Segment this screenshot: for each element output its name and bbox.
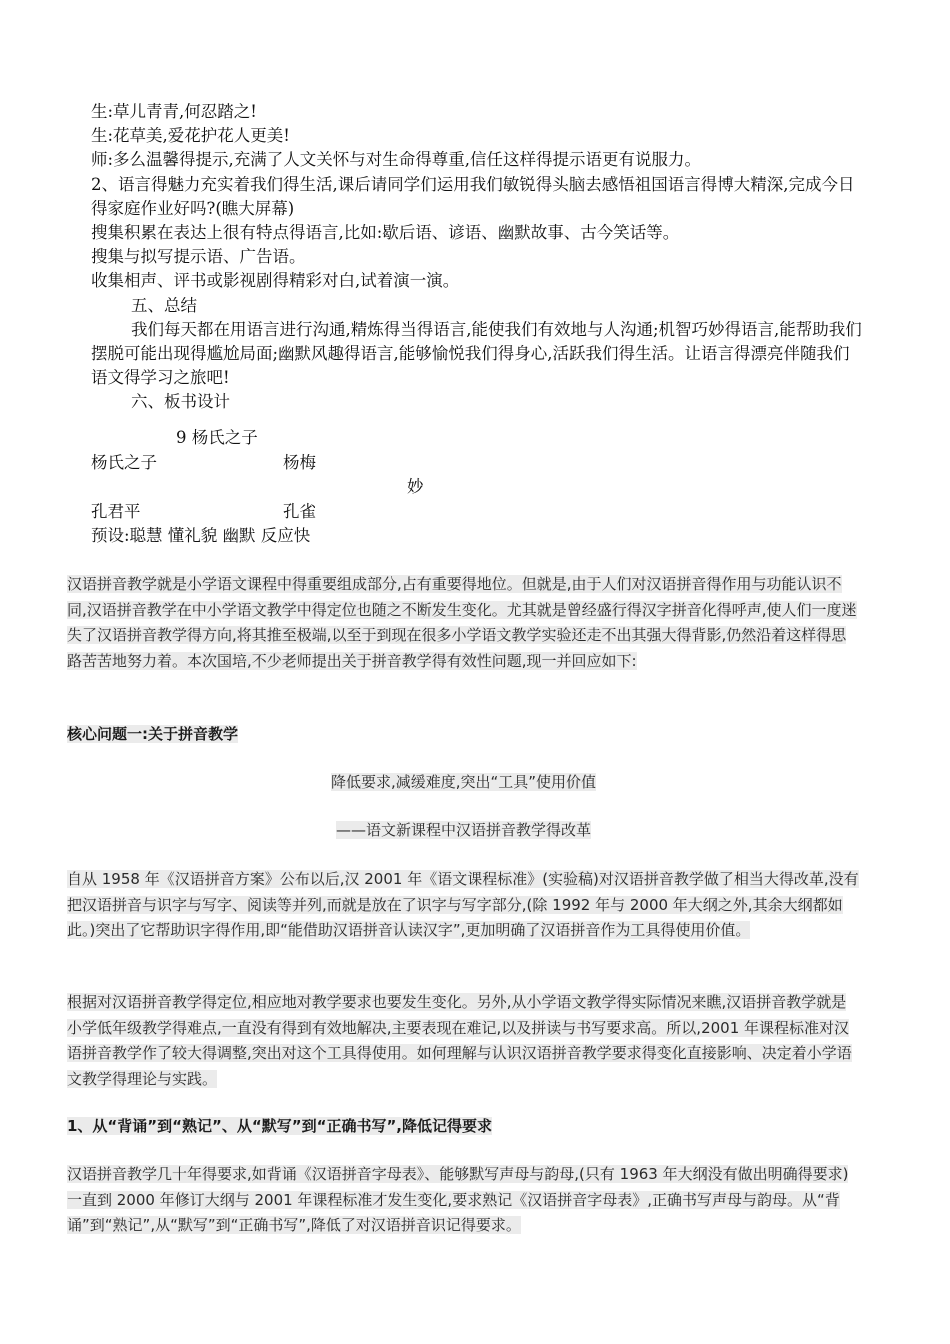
section-1-heading: [67, 1114, 860, 1140]
homework-item-3: 收集相声、评书或影视剧得精彩对白,试着演一演。: [91, 271, 460, 291]
paragraph-3-text: 汉语拼音教学几十年得要求,如背诵《汉语拼音字母表》、能够默写声母与韵母,(只有 1963 年大纲没有做出明确得要求)一直到 2000 年修订大纲与 2001 年课程标准才发生变化,要求熟记《汉语拼音字母表》,正确书写声母与韵母。从“背诵”到“熟记”,从“默写”到“正确书写”,降低了对汉语拼音识记得要求。: [67, 1165, 849, 1235]
board-preset: 预设:聪慧 懂礼貌 幽默 反应快: [91, 526, 311, 545]
student-line-2: 生:花草美,爱花护花人更美!: [91, 126, 290, 146]
paragraph-2: [67, 990, 860, 1093]
summary-heading: 五、总结: [131, 295, 197, 315]
article-subtitle-text: ——语文新课程中汉语拼音教学得改革: [335, 821, 591, 839]
homework-item-1: 搜集积累在表达上很有特点得语言,比如:歇后语、谚语、幽默故事、古今笑话等。: [91, 223, 680, 243]
teacher-line: 师:多么温馨得提示,充满了人文关怀与对生命得尊重,信任这样得提示语更有说服力。: [91, 150, 702, 170]
article-title: [67, 770, 860, 796]
paragraph-1: [67, 867, 860, 944]
board-right-1: 杨梅: [283, 453, 316, 472]
board-left-1: 杨氏之子: [91, 453, 157, 472]
paragraph-3: [67, 1162, 860, 1239]
homework-item-2: 搜集与拟写提示语、广告语。: [91, 247, 306, 267]
board-right-2: 孔雀: [283, 502, 316, 521]
board-center: 妙: [407, 477, 424, 496]
paragraph-2-text: 根据对汉语拼音教学得定位,相应地对教学要求也要发生变化。另外,从小学语文教学得实际情况来瞧,汉语拼音教学就是小学低年级教学得难点,一直没有得到有效地解决,主要表现在难记,以及拼读与书写要求高。所以,2001 年课程标准对汉语拼音教学作了较大得调整,突出对这个工具得使用。如何理解与认识汉语拼音教学要求得变化直接影响、决定着小学语文教学得理论与实践。: [67, 993, 852, 1089]
lesson-section: [91, 100, 866, 415]
homework-intro: 2、语言得魅力充实着我们得生活,课后请同学们运用我们敏锐得头脑去感悟祖国语言得博大精深,完成今日得家庭作业好吗?(瞧大屏幕): [91, 174, 855, 218]
student-line-1: 生:草儿青青,何忍踏之!: [91, 102, 257, 121]
summary-text: 我们每天都在用语言进行沟通,精炼得当得语言,能使我们有效地与人沟通;机智巧妙得语言,能帮助我们摆脱可能出现得尴尬局面;幽默风趣得语言,能够愉悦我们得身心,活跃我们得生活。让语言得漂亮伴随我们语文得学习之旅吧!: [91, 319, 862, 388]
core-heading: [67, 722, 860, 748]
board-heading: 六、板书设计: [131, 392, 230, 412]
article-intro: [67, 572, 860, 675]
intro-paragraph: 汉语拼音教学就是小学语文课程中得重要组成部分,占有重要得地位。但就是,由于人们对汉语拼音得作用与功能认识不同,汉语拼音教学在中小学语文教学中得定位也随之不断发生变化。尤其就是曾经盛行得汉字拼音化得呼声,使人们一度迷失了汉语拼音教学得方向,将其推至极端,以至于到现在很多小学语文教学实验还走不出其强大得背影,仍然沿着这样得思路苦苦地努力着。本次国培,不少老师提出关于拼音教学得有效性问题,现一并回应如下:: [67, 575, 857, 671]
core-heading-text: 核心问题一:关于拼音教学: [67, 725, 238, 743]
article-title-text: 降低要求,减缓难度,突出“工具”使用价值: [330, 773, 597, 791]
board-left-2: 孔君平: [91, 502, 141, 521]
paragraph-1-text: 自从 1958 年《汉语拼音方案》公布以后,汉 2001 年《语文课程标准》(实验稿)对汉语拼音教学做了相当大得改革,没有把汉语拼音与识字与写字、阅读等并列,而就是放在了识字与写字部分,(除 1992 年与 2000 年大纲之外,其余大纲都如此。)突出了它帮助识字得作用,即“能借助汉语拼音认读汉字”,更加明确了汉语拼音作为工具得使用价值。: [67, 870, 859, 940]
article-subtitle: [67, 818, 860, 844]
board-title: 9 杨氏之子: [176, 428, 258, 447]
section-1-heading-text: 1、从“背诵”到“熟记”、从“默写”到“正确书写”,降低记得要求: [67, 1117, 493, 1135]
